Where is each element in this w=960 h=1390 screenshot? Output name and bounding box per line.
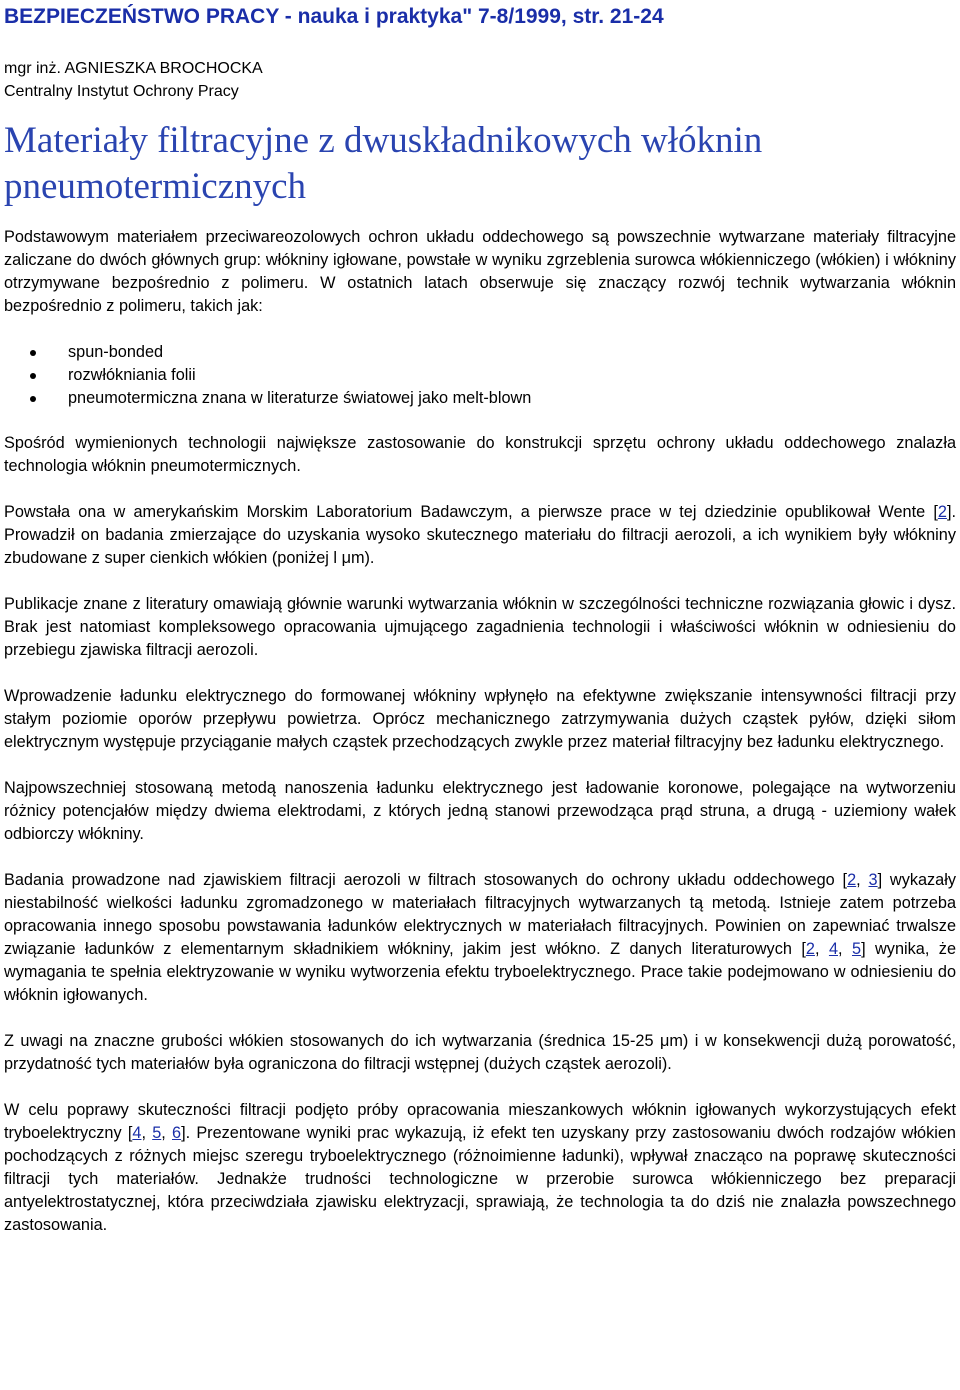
reference-link[interactable]: 2	[937, 503, 947, 521]
reference-link[interactable]: 3	[868, 871, 878, 889]
paragraph-5: Najpowszechniej stosowaną metodą nanoszenia ładunku elektrycznego jest ładowanie koronowe, polegające na wytworzeniu różnicy potencjałów między dwiema elektrodami, z których jedną stanowi przewodząca prąd struna, a drugą - uziemiony wałek odbiorczy włókniny.	[4, 779, 956, 843]
technique-list	[4, 341, 956, 410]
paragraph-2: Powstała ona w amerykańskim Morskim Laboratorium Badawczym, a pierwsze prace w tej dziedzinie opublikował Wente [2]. Prowadził on badania zmierzające do uzyskania wysoko skutecznego materiału do filtracji aerozoli, a ich wynikiem były włókniny zbudowane z super cienkich włókien (poniżej l μm).	[4, 503, 956, 567]
reference-link[interactable]: 2	[805, 940, 815, 958]
paragraph-1: Spośród wymienionych technologii największe zastosowanie do konstrukcji sprzętu ochrony układu oddechowego znalazła technologia włóknin pneumotermicznych.	[4, 434, 956, 475]
paragraph-4: Wprowadzenie ładunku elektrycznego do formowanej włókniny wpłynęło na efektywne zwiększanie intensywności filtracji przy stałym poziomie oporów przepływu powietrza. Oprócz mechanicznego zatrzymywania dużych cząstek pyłów, dzięki siłom elektrycznym występuje przyciąganie małych cząstek przechodzących zwykle przez materiał filtracyjny bez ładunku elektrycznego.	[4, 687, 956, 751]
bullet-icon	[30, 396, 36, 402]
list-item: pneumotermiczna znana w literaturze światowej jako melt-blown	[68, 387, 956, 410]
bullet-icon	[30, 350, 36, 356]
reference-link[interactable]: 4	[132, 1124, 142, 1142]
paragraph-3: Publikacje znane z literatury omawiają głównie warunki wytwarzania włóknin w szczególności techniczne rozwiązania głowic i dysz. Brak jest natomiast kompleksowego opracowania ujmującego zagadnienia technologii i właściwości włóknin w odniesieniu do przebiegu zjawiska filtracji aerozoli.	[4, 595, 956, 659]
reference-link[interactable]: 5	[852, 940, 862, 958]
article-title: Materiały filtracyjne z dwuskładnikowych włóknin pneumotermicznych	[4, 120, 763, 207]
journal-header: BEZPIECZEŃSTWO PRACY - nauka i praktyka" 7-8/1999, str. 21-24	[4, 5, 664, 28]
institution-name: Centralny Instytut Ochrony Pracy	[4, 83, 239, 100]
author-block	[4, 57, 956, 103]
reference-link[interactable]: 6	[172, 1124, 182, 1142]
bullet-icon	[30, 373, 36, 379]
paragraph-6: Badania prowadzone nad zjawiskiem filtracji aerozoli w filtrach stosowanych do ochrony układu oddechowego [2, 3] wykazały niestabilność wielkości ładunku zgromadzonego w materiałach filtracyjnych wytwarzanych tą metodą. Istnieje zatem potrzeba opracowania innego sposobu powstawania ładunków elektrycznych w materiałach filtracyjnych. Powinien on zapewniać trwalsze związanie ładunków z elementarnym składnikiem włókniny, jakim jest włókno. Z danych literaturowych [2, 4, 5] wynika, że wymagania te spełnia elektryzowanie w wyniku wytworzenia efektu tryboelektrycznego. Prace takie podejmowano w odniesieniu do włóknin igłowanych.	[4, 871, 956, 1004]
list-item: spun-bonded	[68, 341, 956, 364]
reference-link[interactable]: 2	[847, 871, 857, 889]
paragraph-7: Z uwagi na znaczne grubości włókien stosowanych do ich wytwarzania (średnica 15-25 μm) i w konsekwencji dużą porowatość, przydatność tych materiałów była ograniczona do filtracji wstępnej (dużych cząstek aerozoli).	[4, 1032, 956, 1073]
paragraph-8: W celu poprawy skuteczności filtracji podjęto próby opracowania mieszankowych włóknin igłowanych wykorzystujących efekt tryboelektryczny [4, 5, 6]. Prezentowane wyniki prac wykazują, iż efekt ten uzyskany przy zastosowaniu dwóch rodzajów włókien pochodzących z różnych miejsc szeregu tryboelektrycznego (różnoimienne ładunki), wpływał znacząco na poprawę skuteczności filtracji tych materiałów. Jednakże trudności technologiczne w przerobie surowca włókienniczego bez preparacji antyelektrostatycznej, która przeciwdziała zjawisku elektryzacji, sprawiają, że technologia ta do dziś nie znalazła powszechnego zastosowania.	[4, 1101, 956, 1234]
reference-link[interactable]: 4	[828, 940, 838, 958]
list-item: rozwłókniania folii	[68, 364, 956, 387]
intro-paragraph: Podstawowym materiałem przeciwareozolowych ochron układu oddechowego są powszechnie wytwarzane materiały filtracyjne zaliczane do dwóch głównych grup: włókniny igłowane, powstałe w wyniku zgrzeblenia surowca włókienniczego (włókien) i włókniny otrzymywane bezpośrednio z polimeru. W ostatnich latach obserwuje się znaczący rozwój technik wytwarzania włóknin bezpośrednio z polimeru, takich jak:	[4, 228, 956, 315]
author-name: mgr inż. AGNIESZKA BROCHOCKA	[4, 60, 263, 77]
reference-link[interactable]: 5	[152, 1124, 162, 1142]
